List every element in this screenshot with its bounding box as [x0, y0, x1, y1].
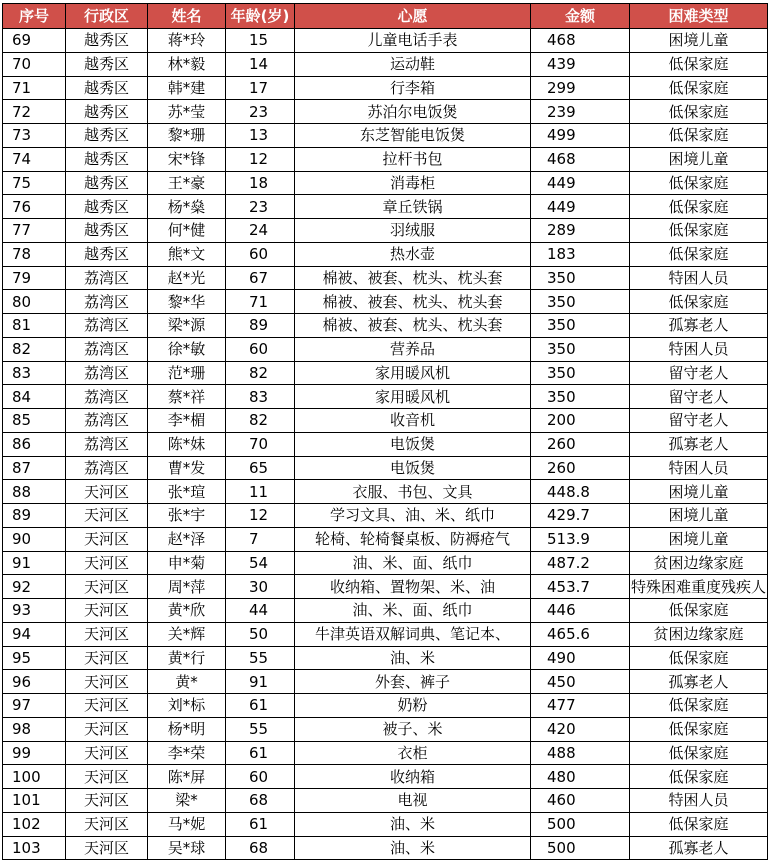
column-header-age: 年龄(岁) — [226, 4, 295, 29]
wish-cell: 电饭煲 — [295, 456, 531, 480]
table-row — [3, 575, 768, 599]
wish-cell: 棉被、被套、枕头、枕头套 — [295, 266, 531, 290]
age-cell: 70 — [226, 432, 295, 456]
wish-cell: 被子、米 — [295, 717, 531, 741]
district-cell: 荔湾区 — [66, 314, 148, 338]
name-cell: 林*毅 — [148, 52, 226, 76]
district-cell: 荔湾区 — [66, 409, 148, 433]
amount-cell: 468 — [531, 29, 630, 53]
hardship-type-cell: 孤寡老人 — [630, 432, 768, 456]
wish-cell: 油、米 — [295, 836, 531, 860]
hardship-type-cell: 困境儿童 — [630, 29, 768, 53]
amount-cell: 500 — [531, 836, 630, 860]
table-row — [3, 599, 768, 623]
name-cell: 范*珊 — [148, 361, 226, 385]
row-id-cell: 92 — [3, 575, 66, 599]
name-cell: 徐*敏 — [148, 337, 226, 361]
hardship-type-cell: 低保家庭 — [630, 290, 768, 314]
row-id-cell: 100 — [3, 765, 66, 789]
wish-cell: 油、米 — [295, 812, 531, 836]
district-cell: 越秀区 — [66, 124, 148, 148]
name-cell: 张*瑄 — [148, 480, 226, 504]
hardship-type-cell: 留守老人 — [630, 409, 768, 433]
name-cell: 苏*莹 — [148, 100, 226, 124]
row-id-cell: 98 — [3, 717, 66, 741]
column-header-id: 序号 — [3, 4, 66, 29]
wish-cell: 轮椅、轮椅餐桌板、防褥疮气 — [295, 527, 531, 551]
table-row — [3, 694, 768, 718]
age-cell: 12 — [226, 147, 295, 171]
age-cell: 18 — [226, 171, 295, 195]
amount-cell: 460 — [531, 789, 630, 813]
name-cell: 黎*珊 — [148, 124, 226, 148]
name-cell: 申*菊 — [148, 551, 226, 575]
amount-cell: 239 — [531, 100, 630, 124]
row-id-cell: 83 — [3, 361, 66, 385]
name-cell: 赵*光 — [148, 266, 226, 290]
wish-cell: 羽绒服 — [295, 219, 531, 243]
amount-cell: 260 — [531, 432, 630, 456]
hardship-type-cell: 困境儿童 — [630, 504, 768, 528]
age-cell: 15 — [226, 29, 295, 53]
row-id-cell: 82 — [3, 337, 66, 361]
name-cell: 黄* — [148, 670, 226, 694]
name-cell: 熊*文 — [148, 242, 226, 266]
row-id-cell: 103 — [3, 836, 66, 860]
age-cell: 55 — [226, 717, 295, 741]
row-id-cell: 75 — [3, 171, 66, 195]
district-cell: 天河区 — [66, 599, 148, 623]
hardship-type-cell: 特困人员 — [630, 456, 768, 480]
amount-cell: 480 — [531, 765, 630, 789]
wish-cell: 热水壶 — [295, 242, 531, 266]
age-cell: 61 — [226, 812, 295, 836]
name-cell: 韩*建 — [148, 76, 226, 100]
table-row — [3, 219, 768, 243]
table-row — [3, 409, 768, 433]
district-cell: 越秀区 — [66, 147, 148, 171]
hardship-type-cell: 低保家庭 — [630, 242, 768, 266]
age-cell: 67 — [226, 266, 295, 290]
wish-cell: 电饭煲 — [295, 432, 531, 456]
hardship-type-cell: 贫困边缘家庭 — [630, 622, 768, 646]
column-header-name: 姓名 — [148, 4, 226, 29]
amount-cell: 350 — [531, 337, 630, 361]
column-header-wish: 心愿 — [295, 4, 531, 29]
table-row — [3, 314, 768, 338]
wish-cell: 衣服、书包、文具 — [295, 480, 531, 504]
amount-cell: 449 — [531, 195, 630, 219]
amount-cell: 453.7 — [531, 575, 630, 599]
hardship-type-cell: 困境儿童 — [630, 480, 768, 504]
row-id-cell: 89 — [3, 504, 66, 528]
wish-cell: 行李箱 — [295, 76, 531, 100]
wish-cell: 电视 — [295, 789, 531, 813]
amount-cell: 513.9 — [531, 527, 630, 551]
name-cell: 杨*明 — [148, 717, 226, 741]
wish-cell: 外套、裤子 — [295, 670, 531, 694]
amount-cell: 499 — [531, 124, 630, 148]
row-id-cell: 71 — [3, 76, 66, 100]
table-row — [3, 812, 768, 836]
row-id-cell: 94 — [3, 622, 66, 646]
name-cell: 黄*欣 — [148, 599, 226, 623]
row-id-cell: 91 — [3, 551, 66, 575]
wish-cell: 消毒柜 — [295, 171, 531, 195]
amount-cell: 420 — [531, 717, 630, 741]
district-cell: 越秀区 — [66, 195, 148, 219]
name-cell: 马*妮 — [148, 812, 226, 836]
name-cell: 王*豪 — [148, 171, 226, 195]
wish-cell: 棉被、被套、枕头、枕头套 — [295, 290, 531, 314]
wish-cell: 奶粉 — [295, 694, 531, 718]
row-id-cell: 80 — [3, 290, 66, 314]
name-cell: 黎*华 — [148, 290, 226, 314]
age-cell: 91 — [226, 670, 295, 694]
amount-cell: 289 — [531, 219, 630, 243]
district-cell: 天河区 — [66, 504, 148, 528]
row-id-cell: 102 — [3, 812, 66, 836]
row-id-cell: 85 — [3, 409, 66, 433]
table-row — [3, 646, 768, 670]
amount-cell: 350 — [531, 266, 630, 290]
name-cell: 周*萍 — [148, 575, 226, 599]
age-cell: 61 — [226, 694, 295, 718]
name-cell: 陈*妹 — [148, 432, 226, 456]
table-row — [3, 670, 768, 694]
age-cell: 68 — [226, 836, 295, 860]
hardship-type-cell: 贫困边缘家庭 — [630, 551, 768, 575]
header-row — [3, 4, 768, 29]
table-row — [3, 432, 768, 456]
row-id-cell: 93 — [3, 599, 66, 623]
age-cell: 71 — [226, 290, 295, 314]
age-cell: 23 — [226, 195, 295, 219]
age-cell: 11 — [226, 480, 295, 504]
row-id-cell: 73 — [3, 124, 66, 148]
district-cell: 天河区 — [66, 480, 148, 504]
district-cell: 天河区 — [66, 694, 148, 718]
name-cell: 梁*源 — [148, 314, 226, 338]
age-cell: 30 — [226, 575, 295, 599]
district-cell: 天河区 — [66, 575, 148, 599]
table-row — [3, 741, 768, 765]
age-cell: 89 — [226, 314, 295, 338]
hardship-type-cell: 孤寡老人 — [630, 836, 768, 860]
name-cell: 黄*行 — [148, 646, 226, 670]
wish-cell: 牛津英语双解词典、笔记本、 — [295, 622, 531, 646]
age-cell: 44 — [226, 599, 295, 623]
district-cell: 天河区 — [66, 789, 148, 813]
district-cell: 天河区 — [66, 717, 148, 741]
hardship-type-cell: 特殊困难重度残疾人 — [630, 575, 768, 599]
table-row — [3, 76, 768, 100]
name-cell: 关*辉 — [148, 622, 226, 646]
age-cell: 82 — [226, 409, 295, 433]
amount-cell: 200 — [531, 409, 630, 433]
wish-cell: 收纳箱 — [295, 765, 531, 789]
name-cell: 刘*标 — [148, 694, 226, 718]
district-cell: 天河区 — [66, 622, 148, 646]
district-cell: 荔湾区 — [66, 385, 148, 409]
table-row — [3, 504, 768, 528]
amount-cell: 477 — [531, 694, 630, 718]
amount-cell: 439 — [531, 52, 630, 76]
hardship-type-cell: 留守老人 — [630, 361, 768, 385]
wish-cell: 学习文具、油、米、纸巾 — [295, 504, 531, 528]
name-cell: 张*宇 — [148, 504, 226, 528]
table-row — [3, 266, 768, 290]
name-cell: 蒋*玲 — [148, 29, 226, 53]
name-cell: 陈*屏 — [148, 765, 226, 789]
amount-cell: 429.7 — [531, 504, 630, 528]
wish-cell: 油、米、面、纸巾 — [295, 551, 531, 575]
table-header — [3, 4, 768, 29]
table-row — [3, 456, 768, 480]
table-row — [3, 765, 768, 789]
row-id-cell: 97 — [3, 694, 66, 718]
row-id-cell: 84 — [3, 385, 66, 409]
table-body — [3, 29, 768, 860]
name-cell: 曹*发 — [148, 456, 226, 480]
wish-cell: 运动鞋 — [295, 52, 531, 76]
district-cell: 越秀区 — [66, 242, 148, 266]
district-cell: 越秀区 — [66, 52, 148, 76]
wish-cell: 拉杆书包 — [295, 147, 531, 171]
amount-cell: 488 — [531, 741, 630, 765]
amount-cell: 350 — [531, 314, 630, 338]
hardship-type-cell: 低保家庭 — [630, 219, 768, 243]
row-id-cell: 79 — [3, 266, 66, 290]
hardship-type-cell: 孤寡老人 — [630, 670, 768, 694]
table-row — [3, 171, 768, 195]
age-cell: 61 — [226, 741, 295, 765]
row-id-cell: 99 — [3, 741, 66, 765]
row-id-cell: 72 — [3, 100, 66, 124]
name-cell: 梁* — [148, 789, 226, 813]
name-cell: 李*荣 — [148, 741, 226, 765]
amount-cell: 299 — [531, 76, 630, 100]
age-cell: 82 — [226, 361, 295, 385]
table-row — [3, 717, 768, 741]
table-row — [3, 361, 768, 385]
amount-cell: 183 — [531, 242, 630, 266]
table-row — [3, 836, 768, 860]
row-id-cell: 96 — [3, 670, 66, 694]
age-cell: 60 — [226, 765, 295, 789]
district-cell: 越秀区 — [66, 171, 148, 195]
table-row — [3, 622, 768, 646]
hardship-type-cell: 低保家庭 — [630, 812, 768, 836]
hardship-type-cell: 特困人员 — [630, 337, 768, 361]
amount-cell: 260 — [531, 456, 630, 480]
hardship-type-cell: 低保家庭 — [630, 741, 768, 765]
hardship-type-cell: 特困人员 — [630, 789, 768, 813]
wish-cell: 章丘铁锅 — [295, 195, 531, 219]
amount-cell: 446 — [531, 599, 630, 623]
age-cell: 65 — [226, 456, 295, 480]
table-row — [3, 789, 768, 813]
amount-cell: 350 — [531, 290, 630, 314]
name-cell: 宋*锋 — [148, 147, 226, 171]
age-cell: 50 — [226, 622, 295, 646]
age-cell: 12 — [226, 504, 295, 528]
district-cell: 天河区 — [66, 836, 148, 860]
table-row — [3, 551, 768, 575]
hardship-type-cell: 困境儿童 — [630, 527, 768, 551]
table-row — [3, 195, 768, 219]
name-cell: 李*楣 — [148, 409, 226, 433]
hardship-type-cell: 低保家庭 — [630, 765, 768, 789]
hardship-type-cell: 困境儿童 — [630, 147, 768, 171]
row-id-cell: 77 — [3, 219, 66, 243]
table-row — [3, 29, 768, 53]
hardship-type-cell: 低保家庭 — [630, 52, 768, 76]
row-id-cell: 78 — [3, 242, 66, 266]
age-cell: 60 — [226, 337, 295, 361]
amount-cell: 450 — [531, 670, 630, 694]
column-header-hardship-type: 困难类型 — [630, 4, 768, 29]
table-row — [3, 124, 768, 148]
age-cell: 24 — [226, 219, 295, 243]
hardship-type-cell: 低保家庭 — [630, 100, 768, 124]
wish-cell: 东芝智能电饭煲 — [295, 124, 531, 148]
wish-list-table — [2, 3, 768, 860]
column-header-district: 行政区 — [66, 4, 148, 29]
name-cell: 蔡*祥 — [148, 385, 226, 409]
age-cell: 13 — [226, 124, 295, 148]
amount-cell: 465.6 — [531, 622, 630, 646]
district-cell: 荔湾区 — [66, 337, 148, 361]
district-cell: 天河区 — [66, 670, 148, 694]
hardship-type-cell: 低保家庭 — [630, 599, 768, 623]
district-cell: 天河区 — [66, 741, 148, 765]
table-row — [3, 147, 768, 171]
table-row — [3, 242, 768, 266]
row-id-cell: 76 — [3, 195, 66, 219]
district-cell: 越秀区 — [66, 29, 148, 53]
district-cell: 天河区 — [66, 765, 148, 789]
wish-cell: 油、米 — [295, 646, 531, 670]
age-cell: 60 — [226, 242, 295, 266]
table-row — [3, 527, 768, 551]
row-id-cell: 70 — [3, 52, 66, 76]
hardship-type-cell: 留守老人 — [630, 385, 768, 409]
name-cell: 杨*燊 — [148, 195, 226, 219]
row-id-cell: 74 — [3, 147, 66, 171]
row-id-cell: 90 — [3, 527, 66, 551]
row-id-cell: 101 — [3, 789, 66, 813]
hardship-type-cell: 孤寡老人 — [630, 314, 768, 338]
wish-cell: 营养品 — [295, 337, 531, 361]
row-id-cell: 88 — [3, 480, 66, 504]
district-cell: 天河区 — [66, 812, 148, 836]
wish-cell: 油、米、面、纸巾 — [295, 599, 531, 623]
amount-cell: 500 — [531, 812, 630, 836]
table-row — [3, 337, 768, 361]
district-cell: 越秀区 — [66, 219, 148, 243]
row-id-cell: 95 — [3, 646, 66, 670]
district-cell: 越秀区 — [66, 76, 148, 100]
row-id-cell: 86 — [3, 432, 66, 456]
district-cell: 荔湾区 — [66, 266, 148, 290]
district-cell: 天河区 — [66, 646, 148, 670]
table-row — [3, 100, 768, 124]
age-cell: 55 — [226, 646, 295, 670]
wish-cell: 家用暖风机 — [295, 361, 531, 385]
district-cell: 荔湾区 — [66, 361, 148, 385]
age-cell: 7 — [226, 527, 295, 551]
wish-list-table-container — [2, 3, 768, 860]
wish-cell: 棉被、被套、枕头、枕头套 — [295, 314, 531, 338]
age-cell: 23 — [226, 100, 295, 124]
age-cell: 14 — [226, 52, 295, 76]
table-row — [3, 52, 768, 76]
wish-cell: 收纳箱、置物架、米、油 — [295, 575, 531, 599]
wish-cell: 衣柜 — [295, 741, 531, 765]
amount-cell: 448.8 — [531, 480, 630, 504]
age-cell: 68 — [226, 789, 295, 813]
table-row — [3, 290, 768, 314]
amount-cell: 487.2 — [531, 551, 630, 575]
row-id-cell: 81 — [3, 314, 66, 338]
district-cell: 荔湾区 — [66, 432, 148, 456]
district-cell: 天河区 — [66, 551, 148, 575]
age-cell: 17 — [226, 76, 295, 100]
amount-cell: 350 — [531, 361, 630, 385]
amount-cell: 468 — [531, 147, 630, 171]
hardship-type-cell: 低保家庭 — [630, 717, 768, 741]
hardship-type-cell: 特困人员 — [630, 266, 768, 290]
amount-cell: 449 — [531, 171, 630, 195]
hardship-type-cell: 低保家庭 — [630, 195, 768, 219]
wish-cell: 收音机 — [295, 409, 531, 433]
hardship-type-cell: 低保家庭 — [630, 694, 768, 718]
amount-cell: 490 — [531, 646, 630, 670]
hardship-type-cell: 低保家庭 — [630, 171, 768, 195]
name-cell: 赵*泽 — [148, 527, 226, 551]
wish-cell: 家用暖风机 — [295, 385, 531, 409]
amount-cell: 350 — [531, 385, 630, 409]
table-row — [3, 385, 768, 409]
wish-cell: 苏泊尔电饭煲 — [295, 100, 531, 124]
district-cell: 越秀区 — [66, 100, 148, 124]
hardship-type-cell: 低保家庭 — [630, 76, 768, 100]
table-row — [3, 480, 768, 504]
wish-cell: 儿童电话手表 — [295, 29, 531, 53]
age-cell: 83 — [226, 385, 295, 409]
district-cell: 荔湾区 — [66, 456, 148, 480]
district-cell: 荔湾区 — [66, 290, 148, 314]
row-id-cell: 87 — [3, 456, 66, 480]
name-cell: 吴*球 — [148, 836, 226, 860]
age-cell: 54 — [226, 551, 295, 575]
row-id-cell: 69 — [3, 29, 66, 53]
name-cell: 何*健 — [148, 219, 226, 243]
district-cell: 天河区 — [66, 527, 148, 551]
hardship-type-cell: 低保家庭 — [630, 124, 768, 148]
hardship-type-cell: 低保家庭 — [630, 646, 768, 670]
column-header-amount: 金额 — [531, 4, 630, 29]
